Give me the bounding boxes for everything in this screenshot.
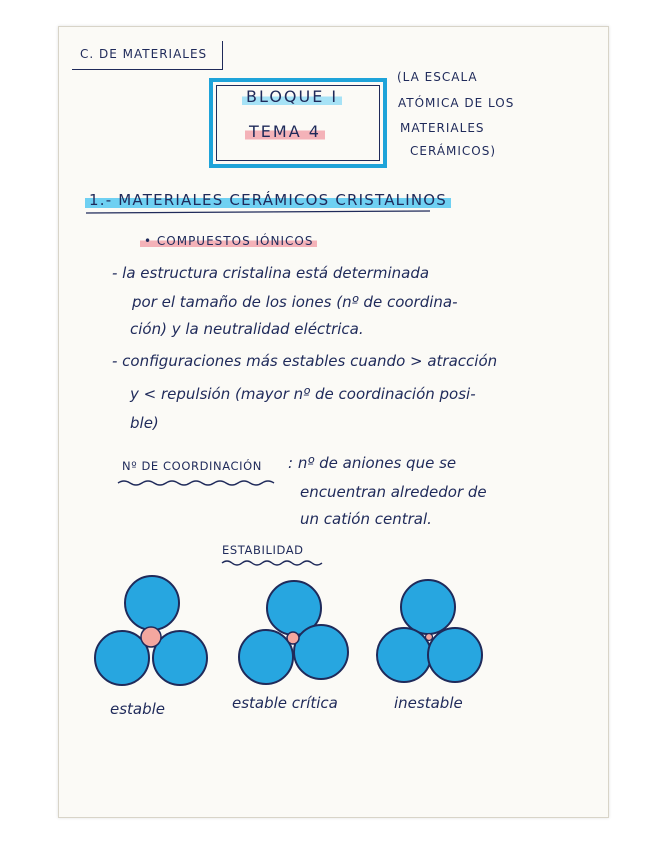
subtitle-line-4: CERÁMICOS)	[410, 144, 497, 158]
caption-stable: estable	[110, 700, 166, 718]
definition-line-3: un catión central.	[300, 510, 432, 528]
paragraph-line-4: - configuraciones más estables cuando > atracción	[112, 352, 498, 370]
paragraph-line-1: - la estructura cristalina está determinada	[112, 264, 430, 282]
section-title: 1.- MATERIALES CERÁMICOS CRISTALINOS	[85, 191, 451, 209]
anion-circle	[239, 630, 293, 684]
caption-critical-stable: estable crítica	[232, 694, 338, 712]
stability-title: ESTABILIDAD	[222, 543, 304, 557]
topic-label: TEMA 4	[245, 122, 325, 141]
subtitle-line-2: ATÓMICA DE LOS	[398, 96, 515, 110]
paragraph-line-6: ble)	[130, 414, 159, 432]
cation-circle	[141, 627, 161, 647]
anion-circle	[294, 625, 348, 679]
course-label: C. DE MATERIALES	[80, 47, 208, 61]
definition-line-2: encuentran alrededor de	[300, 483, 487, 501]
subtitle-line-1: (LA ESCALA	[397, 70, 478, 84]
paragraph-line-3: ción) y la neutralidad eléctrica.	[130, 320, 364, 338]
definition-wavy-underline	[118, 481, 274, 485]
diagram-critical-stable	[239, 581, 348, 684]
caption-unstable: inestable	[394, 694, 463, 712]
anion-circle	[125, 576, 179, 630]
stability-wavy-underline	[222, 561, 322, 565]
section-underline	[86, 211, 430, 213]
block-label: BLOQUE I	[242, 87, 342, 106]
definition-line-1: : nº de aniones que se	[288, 454, 457, 472]
anion-circle	[401, 580, 455, 634]
diagram-unstable	[377, 580, 482, 682]
anion-circle	[377, 628, 431, 682]
subtitle-line-3: MATERIALES	[400, 121, 485, 135]
paragraph-line-2: por el tamaño de los iones (nº de coordina-	[132, 293, 458, 311]
definition-term: Nº DE COORDINACIÓN	[122, 459, 262, 473]
paragraph-line-5: y < repulsión (mayor nº de coordinación posi-	[130, 385, 476, 403]
anion-circle	[428, 628, 482, 682]
cation-circle	[287, 632, 299, 644]
subsection-title: • COMPUESTOS IÓNICOS	[140, 234, 317, 248]
diagram-stable	[95, 576, 207, 685]
cation-circle	[426, 634, 433, 641]
